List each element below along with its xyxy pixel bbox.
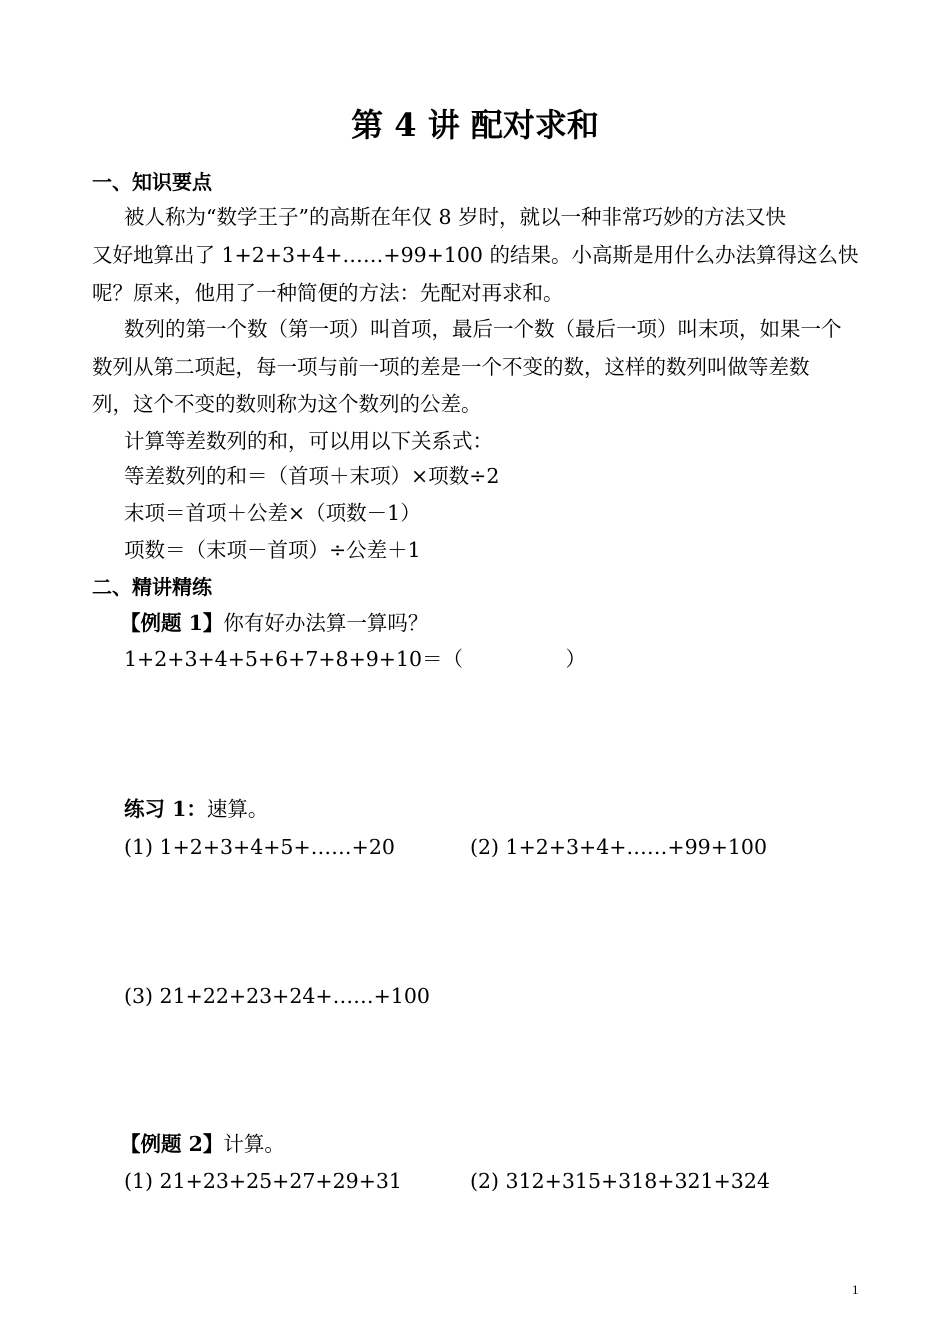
exercise-1 bbox=[124, 795, 268, 823]
example-1-label: 【例题 1】 bbox=[120, 611, 224, 635]
section-heading-knowledge: 一、知识要点 bbox=[92, 170, 212, 194]
paragraph-line: 数列从第二项起，每一项与前一项的差是一个不变的数，这样的数列叫做等差数 bbox=[92, 355, 810, 379]
paragraph-line: 列，这个不变的数则称为这个数列的公差。 bbox=[92, 392, 482, 416]
example-2 bbox=[120, 1130, 285, 1158]
page-number: 1 bbox=[852, 1282, 859, 1297]
example-2-item: (2) 312+315+318+321+324 bbox=[470, 1169, 770, 1193]
formula-term-count: 项数＝（末项－首项）÷公差＋1 bbox=[124, 538, 421, 562]
example-2-prompt: 计算。 bbox=[223, 1132, 285, 1156]
page-title: 第 4 讲 配对求和 bbox=[351, 106, 599, 144]
example-1 bbox=[120, 609, 428, 637]
exercise-1-item: (1) 1+2+3+4+5+……+20 bbox=[124, 835, 395, 859]
example-1-prompt: 你有好办法算一算吗？ bbox=[223, 611, 429, 635]
exercise-1-prompt: 速算。 bbox=[206, 797, 269, 821]
section-heading-practice: 二、精讲精练 bbox=[92, 575, 212, 599]
paragraph-line: 呢？原来，他用了一种简便的方法：先配对再求和。 bbox=[92, 281, 564, 305]
exercise-1-label: 练习 1： bbox=[124, 797, 207, 821]
exercise-1-item: (2) 1+2+3+4+……+99+100 bbox=[470, 835, 767, 859]
example-2-item: (1) 21+23+25+27+29+31 bbox=[124, 1169, 402, 1193]
example-2-label: 【例题 2】 bbox=[120, 1132, 224, 1156]
exercise-1-item: (3) 21+22+23+24+……+100 bbox=[124, 984, 430, 1008]
formula-last-term: 末项＝首项＋公差×（项数－1） bbox=[124, 501, 421, 525]
formula-sum: 等差数列的和＝（首项＋末项）×项数÷2 bbox=[124, 464, 500, 488]
example-1-expression: 1+2+3+4+5+6+7+8+9+10＝（ ） bbox=[124, 647, 587, 671]
paragraph-line: 计算等差数列的和，可以用以下关系式： bbox=[124, 429, 493, 453]
paragraph-line: 被人称为“数学王子”的高斯在年仅 8 岁时，就以一种非常巧妙的方法又快 bbox=[124, 205, 787, 229]
paragraph-line: 又好地算出了 1+2+3+4+……+99+100 的结果。小高斯是用什么办法算得这么快 bbox=[92, 243, 859, 267]
paragraph-line: 数列的第一个数（第一项）叫首项，最后一个数（最后一项）叫末项，如果一个 bbox=[124, 317, 842, 341]
